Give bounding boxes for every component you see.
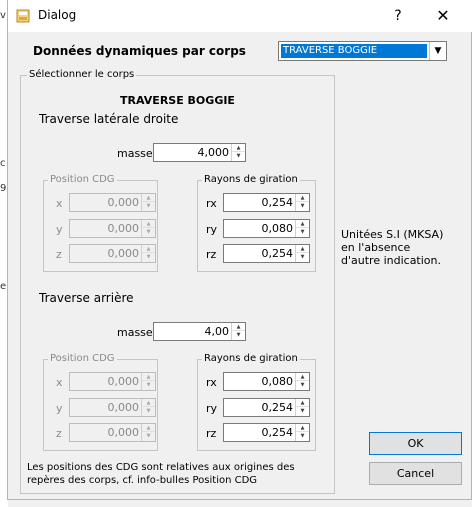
spin-down-icon[interactable]: ▼ xyxy=(300,433,305,439)
spin-up-icon[interactable]: ▲ xyxy=(142,373,155,381)
select-body-group-label: Sélectionner le corps xyxy=(29,69,135,80)
cdg-axis-label: y xyxy=(56,223,63,236)
cdg-group xyxy=(43,353,158,451)
giration-rz-spinbox[interactable] xyxy=(223,244,310,263)
giration-rx-value: 0,080 xyxy=(261,375,293,388)
cdg-z-value: 0,000 xyxy=(107,426,139,439)
masse-value: 4,000 xyxy=(197,146,229,159)
window-title: Dialog xyxy=(38,8,77,22)
giration-axis-label: rz xyxy=(206,427,217,440)
spin-down-icon[interactable]: ▼ xyxy=(300,203,305,209)
giration-axis-label: ry xyxy=(206,402,218,415)
giration-rx-value: 0,254 xyxy=(261,196,293,209)
select-body-group xyxy=(20,69,335,494)
cdg-z-value: 0,000 xyxy=(107,247,139,260)
giration-rx-spinbox[interactable] xyxy=(223,372,310,391)
masse-spinbox[interactable] xyxy=(153,143,246,162)
spin-down-icon[interactable]: ▼ xyxy=(300,229,305,235)
spin-down-icon[interactable]: ▼ xyxy=(300,382,305,388)
cdg-group xyxy=(43,174,158,272)
spin-up-icon[interactable]: ▲ xyxy=(232,144,245,152)
section-title: Traverse latérale droite xyxy=(39,112,179,126)
spin-down-icon[interactable]: ▼ xyxy=(146,433,151,439)
cdg-axis-label: z xyxy=(56,248,62,261)
spin-up-icon[interactable]: ▲ xyxy=(142,220,155,228)
cdg-axis-label: y xyxy=(56,402,63,415)
spin-up-icon[interactable]: ▲ xyxy=(142,424,155,432)
masse-label: masse xyxy=(117,326,153,339)
units-line: Unitées S.I (MKSA) xyxy=(341,228,444,241)
spin-down-icon[interactable]: ▼ xyxy=(146,229,151,235)
body-name: TRAVERSE BOGGIE xyxy=(120,94,235,107)
giration-rz-value: 0,254 xyxy=(261,247,293,260)
cdg-z-spinbox[interactable] xyxy=(69,423,156,442)
spin-up-icon[interactable]: ▲ xyxy=(296,220,309,228)
masse-label: masse xyxy=(117,147,153,160)
giration-ry-value: 0,254 xyxy=(261,401,293,414)
help-button[interactable]: ? xyxy=(394,8,402,24)
spin-up-icon[interactable]: ▲ xyxy=(296,373,309,381)
spin-down-icon[interactable]: ▼ xyxy=(300,408,305,414)
cdg-x-value: 0,000 xyxy=(107,196,139,209)
spin-up-icon[interactable]: ▲ xyxy=(142,194,155,202)
masse-value: 4,00 xyxy=(204,325,229,338)
dialog-window xyxy=(7,0,472,500)
spin-down-icon[interactable]: ▼ xyxy=(146,203,151,209)
cdg-y-value: 0,000 xyxy=(107,222,139,235)
spin-down-icon[interactable]: ▼ xyxy=(146,254,151,260)
units-line: d'autre indication. xyxy=(341,254,441,267)
masse-spinbox[interactable] xyxy=(153,322,246,341)
section-title: Traverse arrière xyxy=(39,291,134,305)
giration-ry-spinbox[interactable] xyxy=(223,398,310,417)
cdg-axis-label: x xyxy=(56,197,63,210)
giration-axis-label: ry xyxy=(206,223,218,236)
cdg-x-spinbox[interactable] xyxy=(69,193,156,212)
spin-up-icon[interactable]: ▲ xyxy=(296,399,309,407)
cdg-group-label: Position CDG xyxy=(50,353,115,364)
cdg-y-spinbox[interactable] xyxy=(69,219,156,238)
units-line: en l'absence xyxy=(341,241,411,254)
giration-axis-label: rz xyxy=(206,248,217,261)
giration-group xyxy=(197,174,316,272)
chevron-down-icon[interactable]: ▼ xyxy=(429,42,446,60)
background-text: 9 xyxy=(0,183,7,194)
spin-down-icon[interactable]: ▼ xyxy=(236,153,241,159)
spin-down-icon[interactable]: ▼ xyxy=(236,332,241,338)
cancel-button[interactable]: Cancel xyxy=(369,462,462,485)
background-text: c xyxy=(0,158,6,169)
giration-group-label: Rayons de giration xyxy=(204,174,298,185)
units-info xyxy=(341,228,471,267)
spin-up-icon[interactable]: ▲ xyxy=(232,323,245,331)
giration-group-label: Rayons de giration xyxy=(204,353,298,364)
spin-up-icon[interactable]: ▲ xyxy=(142,399,155,407)
cdg-group-label: Position CDG xyxy=(50,174,115,185)
cdg-note: Les positions des CDG sont relatives aux origines des repères des corps, cf. info-bulles Position CDG xyxy=(27,462,295,486)
giration-group xyxy=(197,353,316,451)
close-button[interactable]: ✕ xyxy=(436,6,450,25)
spin-up-icon[interactable]: ▲ xyxy=(296,194,309,202)
giration-axis-label: rx xyxy=(206,376,217,389)
app-icon xyxy=(16,9,30,23)
cdg-y-value: 0,000 xyxy=(107,401,139,414)
background-text: e xyxy=(0,281,7,292)
giration-axis-label: rx xyxy=(206,197,217,210)
body-select-value: TRAVERSE BOGGIE xyxy=(281,44,427,58)
cdg-x-value: 0,000 xyxy=(107,375,139,388)
giration-ry-value: 0,080 xyxy=(261,222,293,235)
giration-rx-spinbox[interactable] xyxy=(223,193,310,212)
cdg-axis-label: x xyxy=(56,376,63,389)
giration-ry-spinbox[interactable] xyxy=(223,219,310,238)
title-bar[interactable] xyxy=(8,0,472,32)
spin-up-icon[interactable]: ▲ xyxy=(296,424,309,432)
cdg-z-spinbox[interactable] xyxy=(69,244,156,263)
giration-rz-value: 0,254 xyxy=(261,426,293,439)
page-title: Données dynamiques par corps xyxy=(33,44,246,58)
spin-down-icon[interactable]: ▼ xyxy=(146,382,151,388)
cdg-axis-label: z xyxy=(56,427,62,440)
spin-up-icon[interactable]: ▲ xyxy=(296,245,309,253)
body-select[interactable] xyxy=(278,41,447,61)
cdg-x-spinbox[interactable] xyxy=(69,372,156,391)
giration-rz-spinbox[interactable] xyxy=(223,423,310,442)
cdg-y-spinbox[interactable] xyxy=(69,398,156,417)
spin-down-icon[interactable]: ▼ xyxy=(146,408,151,414)
spin-up-icon[interactable]: ▲ xyxy=(142,245,155,253)
ok-button[interactable]: OK xyxy=(369,432,462,455)
spin-down-icon[interactable]: ▼ xyxy=(300,254,305,260)
background-text: v xyxy=(0,10,6,21)
